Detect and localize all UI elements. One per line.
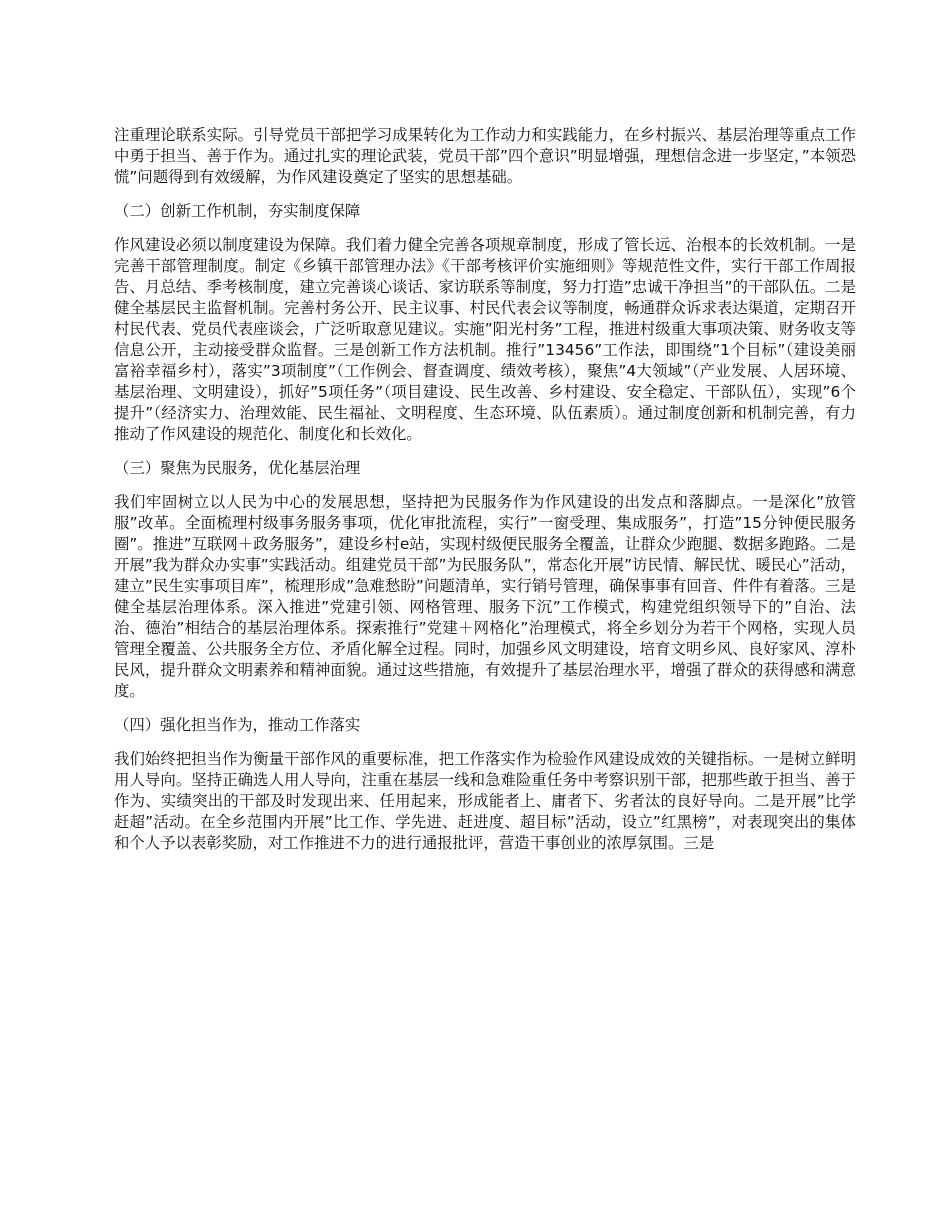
section-heading-2: （二）创新工作机制，夯实制度保障 <box>114 202 361 220</box>
section-4-paragraph: 我们始终把担当作为衡量干部作风的重要标准，把工作落实作为检验作风建设成效的关键指标。一是树立鲜明用人导向。坚持正确选人用人导向，注重在基层一线和急难险重任务中考察识别干部，把那些敢于担当、善于作为、实绩突出的干部及时发现出来、任用起来，形成能者上、庸者下、劣者汰的良好导向。二是开展”比学赶超”活动。在全乡范围内开展”比工作、学先进、赶进度、超目标”活动，设立”红黑榜”，对表现突出的集体和个人予以表彰奖励，对工作推进不力的进行通报批评，营造干事创业的浓厚氛围。三是 <box>114 750 856 852</box>
section-3-paragraph: 我们牢固树立以人民为中心的发展思想，坚持把为民服务作为作风建设的出发点和落脚点。一是深化”放管服”改革。全面梳理村级事务服务事项，优化审批流程，实行”一窗受理、集成服务”，打造”15分钟便民服务圈”。推进”互联网＋政务服务”，建设乡村e站，实现村级便民服务全覆盖，让群众少跑腿、数据多跑路。二是开展”我为群众办实事”实践活动。组建党员干部”为民服务队”，常态化开展”访民情、解民忧、暖民心”活动，建立”民生实事项目库”，梳理形成”急难愁盼”问题清单，实行销号管理，确保事事有回音、件件有着落。三是健全基层治理体系。深入推进”党建引领、网格管理、服务下沉”工作模式，构建党组织领导下的”自治、法治、德治”相结合的基层治理体系。探索推行”党建＋网格化”治理模式，将全乡划分为若干个网格，实现人员管理全覆盖、公共服务全方位、矛盾化解全过程。同时，加强乡风文明建设，培育文明乡风、良好家风、淳朴民风，提升群众文明素养和精神面貌。通过这些措施，有效提升了基层治理水平，增强了群众的获得感和满意度。 <box>114 493 856 700</box>
section-heading-4: （四）强化担当作为，推动工作落实 <box>114 716 361 734</box>
section-2-paragraph: 作风建设必须以制度建设为保障。我们着力健全完善各项规章制度，形成了管长远、治根本的长效机制。一是完善干部管理制度。制定《乡镇干部管理办法》《干部考核评价实施细则》等规范性文件，实行干部工作周报告、月总结、季考核制度，建立完善谈心谈话、家访联系等制度，努力打造”忠诚干净担当”的干部队伍。二是健全基层民主监督机制。完善村务公开、民主议事、村民代表会议等制度，畅通群众诉求表达渠道，定期召开村民代表、党员代表座谈会，广泛听取意见建议。实施”阳光村务”工程，推进村级重大事项决策、财务收支等信息公开，主动接受群众监督。三是创新工作方法机制。推行”13456”工作法，即围绕”1个目标”（建设美丽富裕幸福乡村），落实”3项制度”（工作例会、督查调度、绩效考核），聚焦”4大领域”（产业发展、人居环境、基层治理、文明建设），抓好”5项任务”（项目建设、民生改善、乡村建设、安全稳定、干部队伍），实现”6个提升”（经济实力、治理效能、民生福祉、文明程度、生态环境、队伍素质）。通过制度创新和机制完善，有力推动了作风建设的规范化、制度化和长效化。 <box>114 236 856 443</box>
document-page <box>114 125 856 854</box>
intro-paragraph: 注重理论联系实际。引导党员干部把学习成果转化为工作动力和实践能力，在乡村振兴、基层治理等重点工作中勇于担当、善于作为。通过扎实的理论武装，党员干部”四个意识”明显增强，理想信念进一步坚定，”本领恐慌”问题得到有效缓解，为作风建设奠定了坚实的思想基础。 <box>114 126 856 186</box>
section-heading-3: （三）聚焦为民服务，优化基层治理 <box>114 459 361 477</box>
